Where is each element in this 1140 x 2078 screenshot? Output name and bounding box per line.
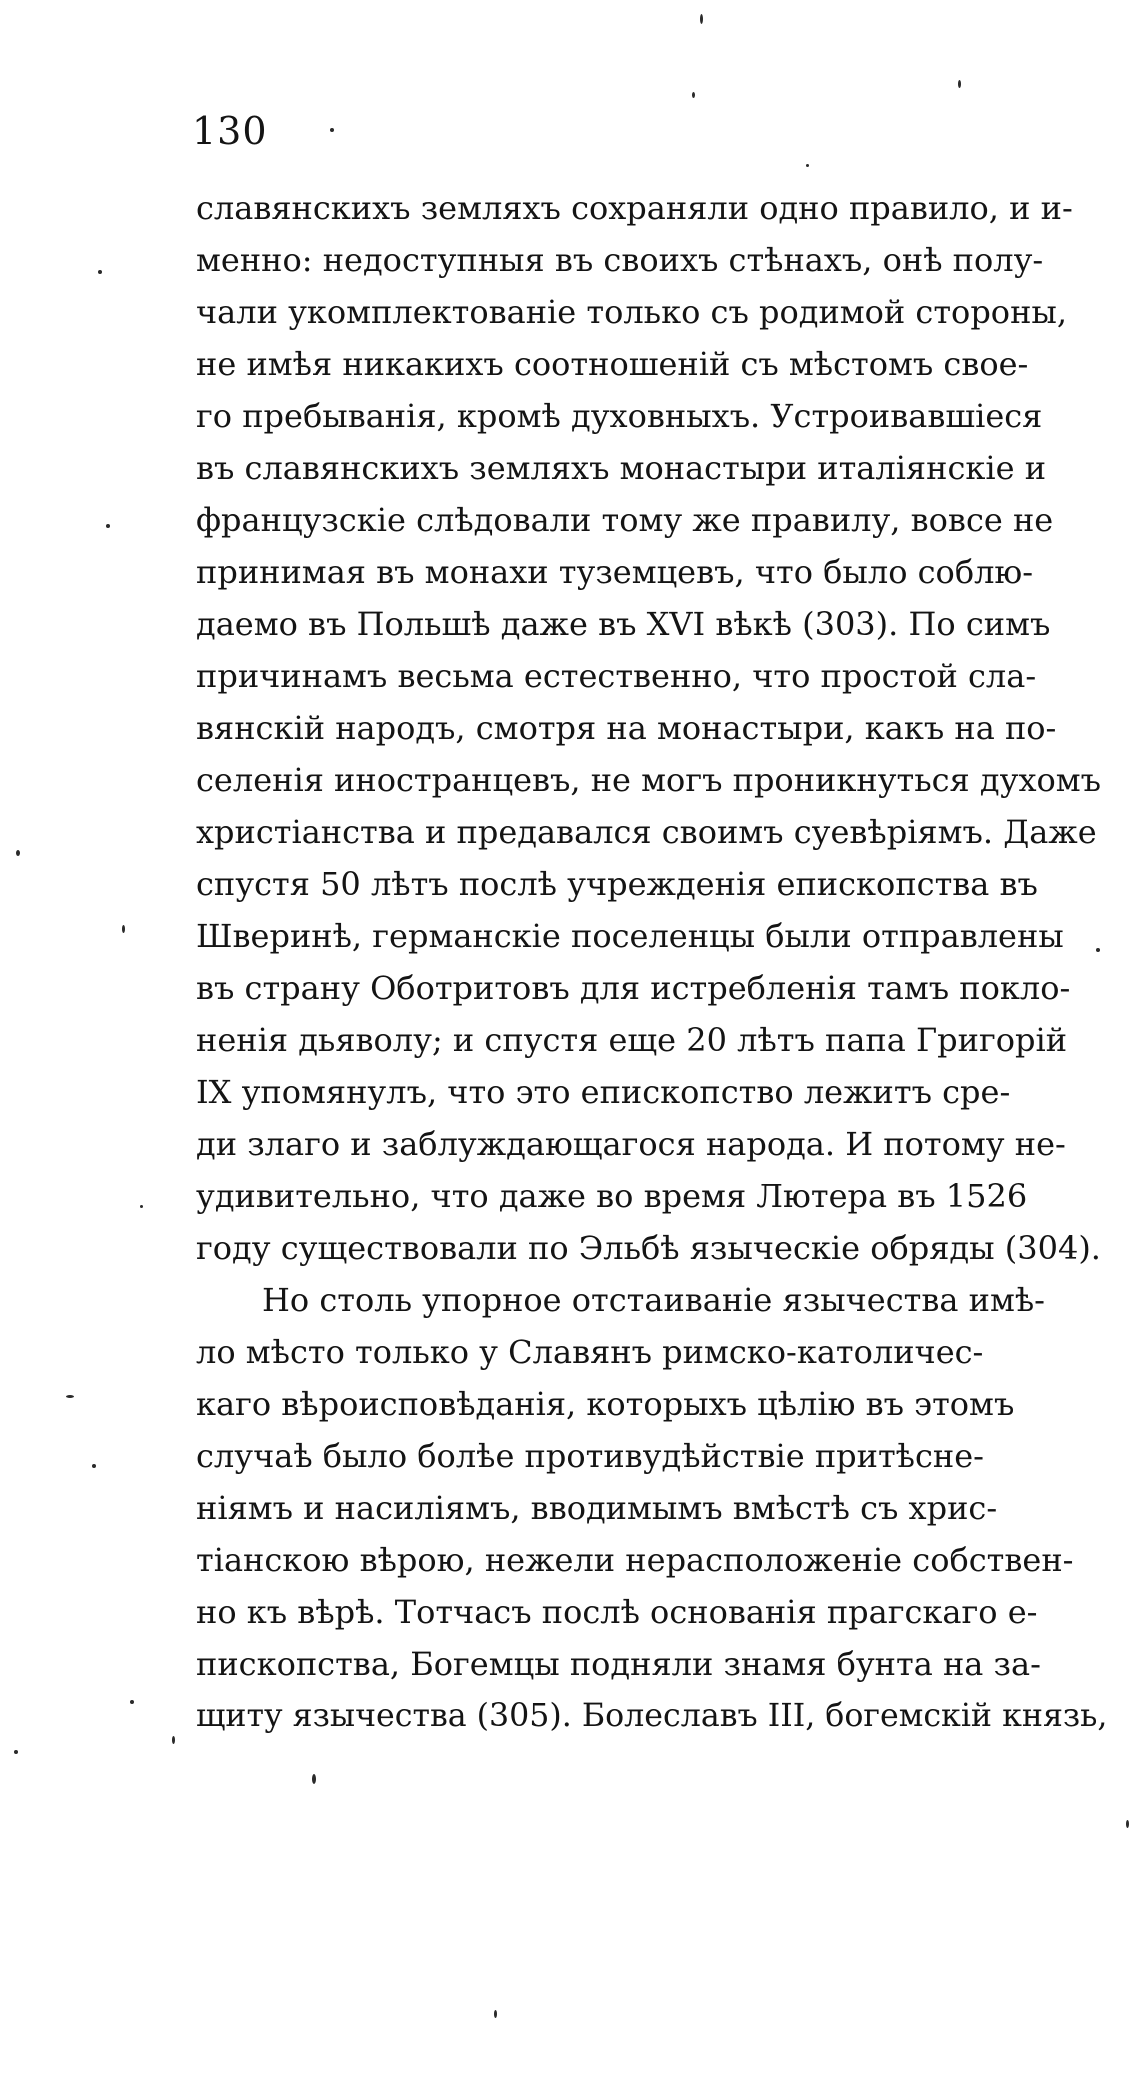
text-line-1: славянскихъ земляхъ сохраняли одно правило, и и- [196, 189, 1073, 227]
scan-speck [130, 1700, 134, 1704]
text-line-16: въ страну Оботритовъ для истребленія тамъ покло- [196, 969, 1071, 1007]
text-line-14: спустя 50 лѣтъ послѣ учрежденія епископства въ [196, 865, 1038, 903]
page-number: 130 [192, 109, 268, 153]
scan-speck [494, 2010, 497, 2018]
text-line-8: принимая въ монахи туземцевъ, что было соблю- [196, 553, 1034, 591]
text-line-28: но къ вѣрѣ. Тотчасъ послѣ основанія прагскаго е- [196, 1593, 1038, 1631]
scan-speck [1096, 948, 1100, 952]
text-line-27: тіанскою вѣрою, нежели нерасположеніе собствен- [196, 1541, 1074, 1579]
text-line-21: году существовали по Эльбѣ языческіе обряды (304). [196, 1229, 1101, 1267]
text-line-22-paragraph-start: Но столь упорное отстаиваніе язычества имѣ- [262, 1281, 1045, 1319]
text-line-30: щиту язычества (305). Болеславъ III, богемскій князь, [196, 1698, 1108, 1734]
text-line-23: ло мѣсто только у Славянъ римско-католичес- [196, 1333, 984, 1371]
scan-speck [330, 128, 334, 132]
text-line-11: вянскій народъ, смотря на монастыри, какъ на по- [196, 709, 1057, 747]
scan-speck [700, 14, 703, 24]
text-line-7: французскіе слѣдовали тому же правилу, вовсе не [196, 501, 1054, 539]
text-line-13: христіанства и предавался своимъ суевѣріямъ. Даже [196, 813, 1097, 851]
scan-speck [122, 925, 125, 933]
text-line-2: менно: недоступныя въ своихъ стѣнахъ, онѣ полу- [196, 241, 1044, 279]
scan-speck [172, 1736, 175, 1744]
text-line-3: чали укомплектованіе только съ родимой стороны, [196, 293, 1068, 331]
text-line-15: Шверинѣ, германскіе поселенцы были отправлены [196, 917, 1064, 955]
text-line-29: пископства, Богемцы подняли знамя бунта на за- [196, 1645, 1041, 1683]
scan-speck [140, 1205, 143, 1208]
scan-speck [1126, 1820, 1129, 1828]
text-line-5: го пребыванія, кромѣ духовныхъ. Устроивавшіеся [196, 397, 1043, 435]
scan-speck [106, 524, 110, 528]
text-line-18: IX упомянулъ, что это епископство лежитъ сре- [196, 1073, 1011, 1111]
scan-speck [66, 1395, 74, 1398]
scan-speck [14, 1750, 18, 1754]
scan-speck [806, 164, 809, 167]
scan-speck [692, 92, 695, 98]
text-line-12: селенія иностранцевъ, не могъ проникнуться духомъ [196, 761, 1101, 799]
scan-speck [92, 1464, 96, 1468]
text-line-10: причинамъ весьма естественно, что простой сла- [196, 657, 1037, 695]
text-line-6: въ славянскихъ земляхъ монастыри италіянскіе и [196, 449, 1047, 487]
scan-speck [958, 80, 961, 88]
text-line-19: ди злаго и заблуждающагося народа. И потому не- [196, 1125, 1066, 1163]
text-line-25: случаѣ было болѣе противудѣйствіе притѣсне- [196, 1437, 984, 1475]
scan-speck [16, 850, 20, 856]
scan-speck [98, 270, 102, 274]
scan-speck [312, 1774, 316, 1784]
text-line-17: ненія дьяволу; и спустя еще 20 лѣтъ папа Григорій [196, 1021, 1068, 1059]
text-line-9: даемо въ Польшѣ даже въ XVI вѣкѣ (303). По симъ [196, 605, 1051, 643]
text-line-26: ніямъ и насиліямъ, вводимымъ вмѣстѣ съ хрис- [196, 1489, 998, 1527]
text-line-20: удивительно, что даже во время Лютера въ 1526 [196, 1177, 1028, 1215]
text-line-24: каго вѣроисповѣданія, которыхъ цѣлію въ этомъ [196, 1385, 1015, 1423]
text-line-4: не имѣя никакихъ соотношеній съ мѣстомъ свое- [196, 345, 1029, 383]
